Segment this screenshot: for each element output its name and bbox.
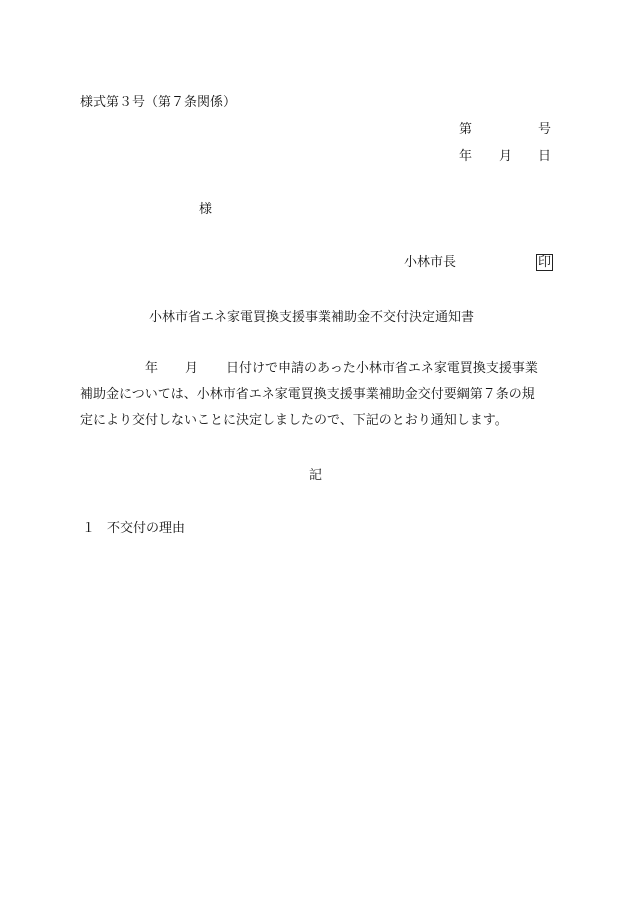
document-title: 小林市省エネ家電買換支援事業補助金不交付決定通知書 (149, 310, 475, 325)
body-year: 年 (145, 361, 159, 376)
seal-text: 印 (538, 255, 552, 270)
ki-heading: 記 (309, 468, 323, 483)
form-label: 様式第３号（第７条関係） (80, 95, 237, 110)
item-number: １ (82, 521, 96, 536)
number-prefix: 第 (459, 122, 473, 137)
body-month: 月 (185, 361, 199, 376)
body-line2: 補助金については、小林市省エネ家電買換支援事業補助金交付要綱第７条の規 (80, 387, 535, 402)
item-label: 不交付の理由 (107, 521, 186, 536)
seal-mark (536, 254, 553, 271)
date-month: 月 (499, 149, 513, 164)
date-year: 年 (459, 149, 473, 164)
issuer-name: 小林市長 (404, 255, 457, 270)
body-line1-text: 日付けで申請のあった小林市省エネ家電買換支援事業 (226, 361, 538, 376)
date-day: 日 (538, 149, 552, 164)
body-line3: 定により交付しないことに決定しましたので、下記のとおり通知します。 (80, 413, 508, 428)
recipient-honorific: 様 (199, 202, 213, 217)
number-suffix: 号 (538, 122, 552, 137)
